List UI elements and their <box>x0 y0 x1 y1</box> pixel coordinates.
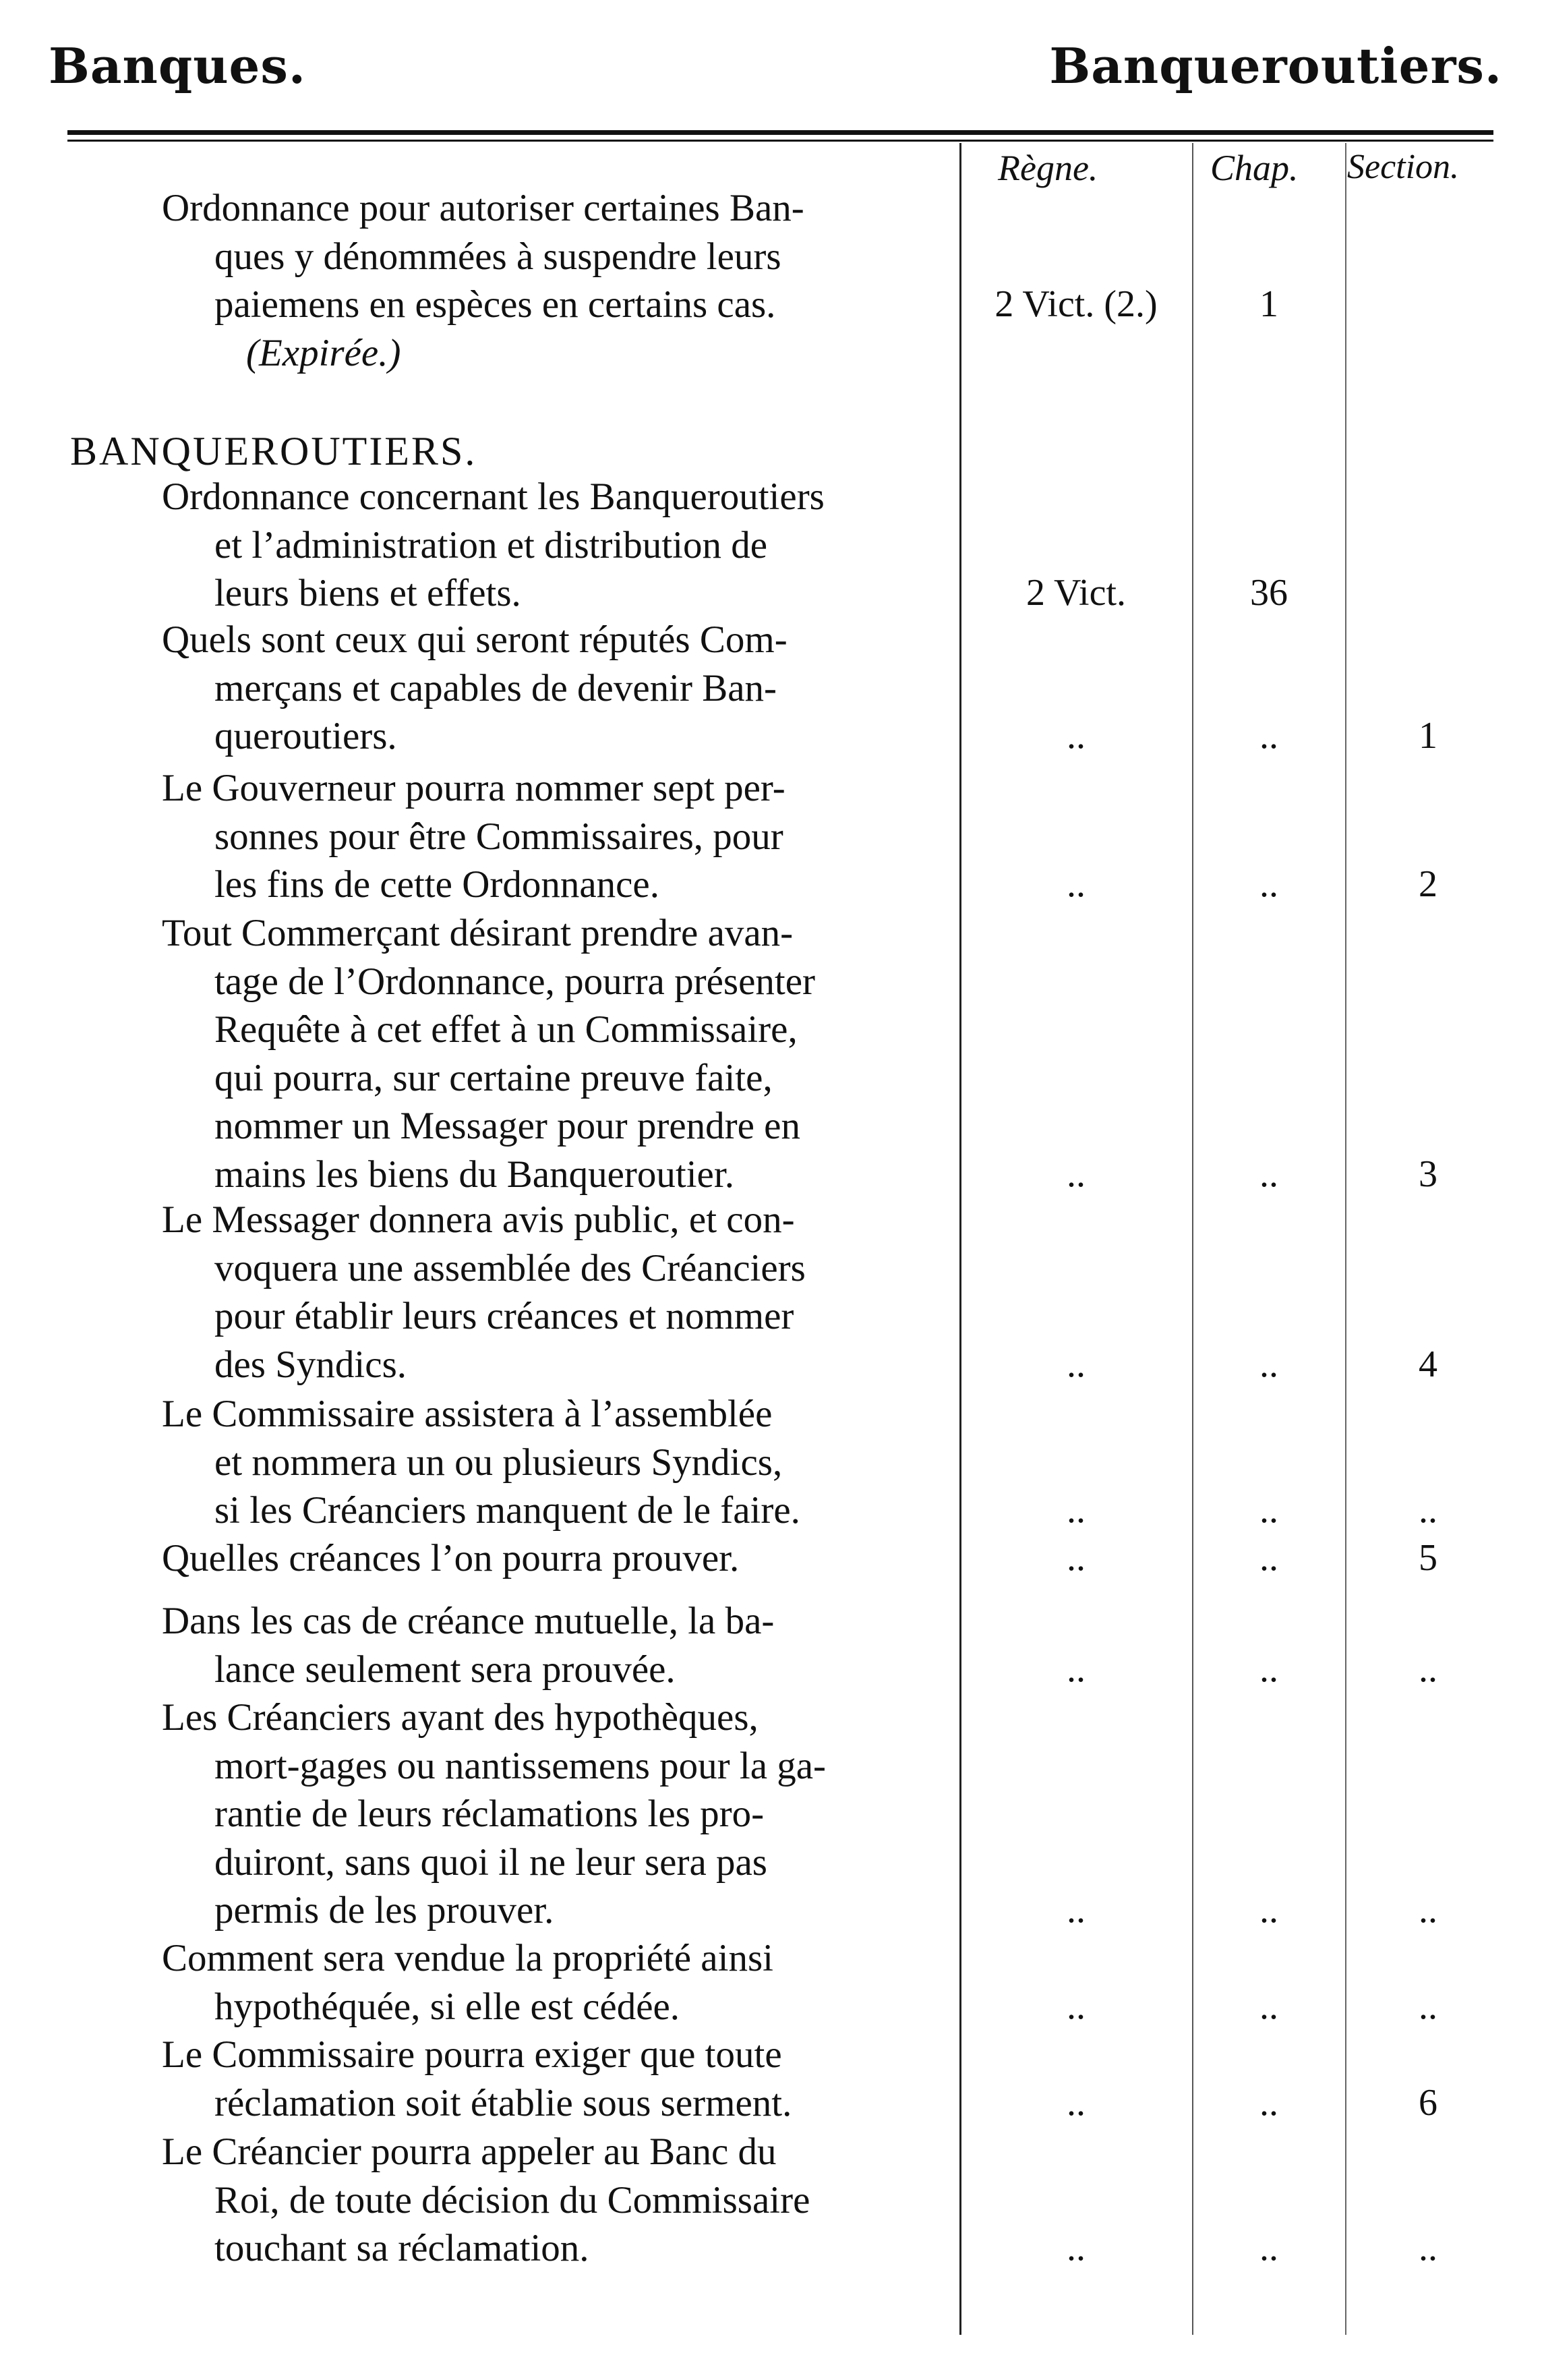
cell-section: .. <box>1419 1985 1437 2027</box>
cell-section: 6 <box>1419 2081 1437 2124</box>
header-rule-thin <box>67 140 1493 142</box>
entry-line: Le Messager donnera avis public, et con- <box>162 1198 795 1241</box>
cell-chap: .. <box>1259 2227 1278 2269</box>
running-head-right: Banqueroutiers. <box>1049 37 1502 94</box>
entry-line: nommer un Messager pour prendre en <box>214 1105 800 1147</box>
entry-line: Ordonnance concernant les Banqueroutiers <box>162 475 825 518</box>
cell-section: .. <box>1419 1889 1437 1931</box>
cell-chap: .. <box>1259 1985 1278 2027</box>
entry-line: et l’administration et distribution de <box>214 523 768 567</box>
cell-regne: .. <box>1067 1343 1086 1385</box>
entry-line: les fins de cette Ordonnance. <box>214 863 659 906</box>
cell-chap: .. <box>1259 1889 1278 1931</box>
column-header-regne: Règne. <box>998 148 1098 188</box>
entry-line: Quels sont ceux qui seront réputés Com- <box>162 618 788 661</box>
cell-regne: .. <box>1067 1648 1086 1690</box>
cell-chap: .. <box>1259 1537 1278 1579</box>
cell-section: .. <box>1419 2227 1437 2269</box>
cell-chap: 1 <box>1259 283 1278 325</box>
entry-line: touchant sa réclamation. <box>214 2227 589 2269</box>
cell-section: 5 <box>1419 1537 1437 1579</box>
header-rule-thick <box>67 130 1493 135</box>
entry-line: Ordonnance pour autoriser certaines Ban- <box>162 187 804 229</box>
entry-line: duiront, sans quoi il ne leur sera pas <box>214 1840 767 1884</box>
entry-line: Comment sera vendue la propriété ainsi <box>162 1937 773 1979</box>
cell-chap: .. <box>1259 715 1278 757</box>
entry-line: mains les biens du Banqueroutier. <box>214 1153 734 1196</box>
entry-line: paiemens en espèces en certains cas. <box>214 283 776 326</box>
entry-line: Roi, de toute décision du Commissaire <box>214 2178 810 2222</box>
entry-line: qui pourra, sur certaine preuve faite, <box>214 1056 773 1099</box>
entry-line: Tout Commerçant désirant prendre avan- <box>162 912 794 954</box>
cell-regne: .. <box>1067 1489 1086 1531</box>
entry-line: pour établir leurs créances et nommer <box>214 1295 794 1337</box>
entry-line: Quelles créances l’on pourra prouver. <box>162 1537 740 1579</box>
cell-regne: .. <box>1067 863 1086 905</box>
entry-line: ques y dénommées à suspendre leurs <box>214 235 781 278</box>
section-title: BANQUEROUTIERS. <box>70 429 477 473</box>
cell-regne: .. <box>1067 1889 1086 1931</box>
cell-regne: .. <box>1067 715 1086 757</box>
cell-regne: .. <box>1067 2081 1086 2124</box>
cell-chap: .. <box>1259 1153 1278 1195</box>
cell-regne: 2 Vict. <box>1026 572 1127 614</box>
entry-line: hypothéquée, si elle est cédée. <box>214 1985 680 2028</box>
column-header-chap: Chap. <box>1210 148 1299 188</box>
cell-section: 3 <box>1419 1153 1437 1195</box>
cell-regne: 2 Vict. (2.) <box>994 283 1158 325</box>
entry-line: réclamation soit établie sous serment. <box>214 2081 792 2124</box>
entry-line: permis de les prouver. <box>214 1889 554 1932</box>
entry-line: Dans les cas de créance mutuelle, la ba- <box>162 1600 775 1642</box>
entry-line: Le Créancier pourra appeler au Banc du <box>162 2130 777 2173</box>
entry-line: mort-gages ou nantissemens pour la ga- <box>214 1744 827 1787</box>
entry-line: Requête à cet effet à un Commissaire, <box>214 1008 798 1051</box>
cell-chap: .. <box>1259 1648 1278 1690</box>
cell-section: 1 <box>1419 715 1437 757</box>
entry-line: si les Créanciers manquent de le faire. <box>214 1489 800 1532</box>
cell-regne: .. <box>1067 1537 1086 1579</box>
column-divider-chap <box>1192 143 1193 2335</box>
running-head-left: Banques. <box>49 37 306 94</box>
cell-chap: 36 <box>1250 572 1288 614</box>
entry-line: tage de l’Ordonnance, pourra présenter <box>214 960 815 1003</box>
entry-line: merçans et capables de devenir Ban- <box>214 666 777 709</box>
entry-line: sonnes pour être Commissaires, pour <box>214 815 783 858</box>
cell-regne: .. <box>1067 2227 1086 2269</box>
cell-section: .. <box>1419 1648 1437 1690</box>
cell-regne: .. <box>1067 1153 1086 1195</box>
entry-line: Les Créanciers ayant des hypothèques, <box>162 1696 759 1739</box>
cell-chap: .. <box>1259 863 1278 905</box>
entry-line: voquera une assemblée des Créanciers <box>214 1246 806 1289</box>
cell-chap: .. <box>1259 1489 1278 1531</box>
entry-line: leurs biens et effets. <box>214 572 521 614</box>
entry-line: et nommera un ou plusieurs Syndics, <box>214 1441 783 1484</box>
entry-line: rantie de leurs réclamations les pro- <box>214 1793 765 1835</box>
cell-chap: .. <box>1259 1343 1278 1385</box>
cell-section: .. <box>1419 1489 1437 1531</box>
entry-line: (Expirée.) <box>246 331 401 374</box>
cell-section: 4 <box>1419 1343 1437 1385</box>
cell-regne: .. <box>1067 1985 1086 2027</box>
entry-line: queroutiers. <box>214 715 397 757</box>
entry-line: des Syndics. <box>214 1343 407 1386</box>
cell-section: 2 <box>1419 863 1437 905</box>
entry-line: Le Commissaire pourra exiger que toute <box>162 2033 782 2076</box>
column-divider-section <box>1345 143 1346 2335</box>
cell-chap: .. <box>1259 2081 1278 2124</box>
entry-line: Le Commissaire assistera à l’assemblée <box>162 1393 773 1435</box>
entry-line: lance seulement sera prouvée. <box>214 1648 676 1691</box>
column-header-section: Section. <box>1347 148 1460 186</box>
entry-line: Le Gouverneur pourra nommer sept per- <box>162 767 785 809</box>
